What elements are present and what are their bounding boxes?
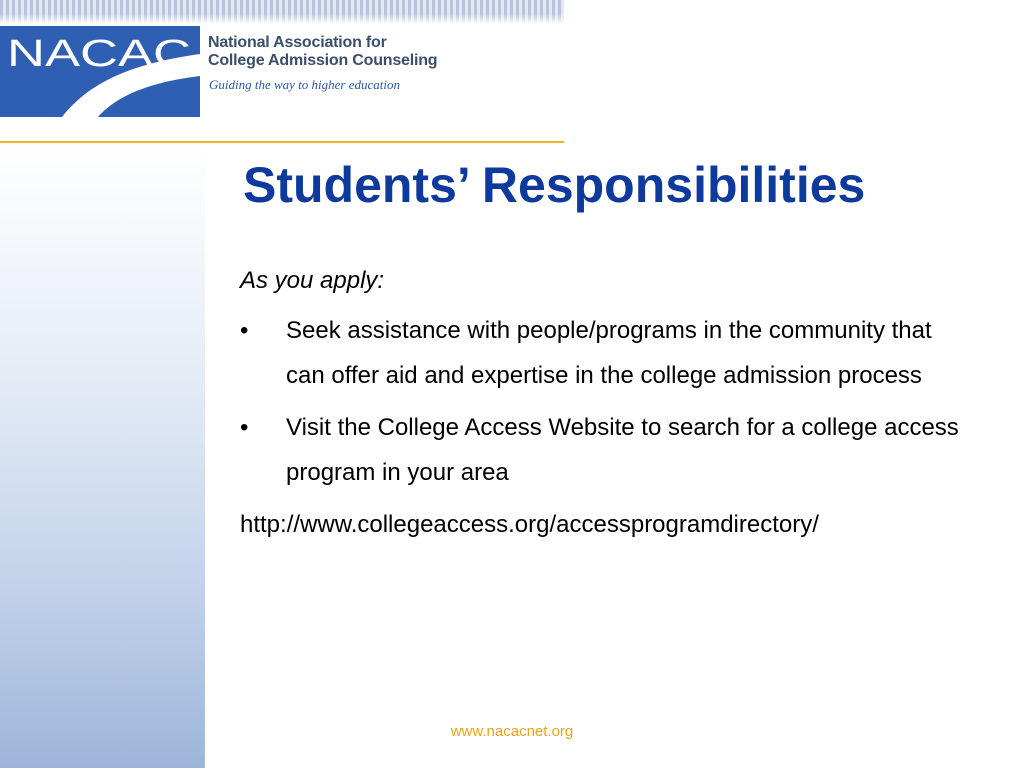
nacac-logo (0, 26, 200, 117)
bullet-text: Seek assistance with people/programs in the community that can offer aid and expertise in the college admission process (286, 317, 932, 389)
header-stripe (0, 0, 564, 24)
org-name-line-2: College Admission Counseling (208, 52, 438, 69)
bullet-marker: • (240, 414, 249, 441)
slide-title: Students’ Responsibilities (243, 157, 866, 213)
organization-name (208, 34, 558, 70)
slide-body (240, 258, 960, 547)
intro-text: As you apply: (240, 267, 385, 294)
left-gradient-band (0, 145, 205, 768)
tagline: Guiding the way to higher education (209, 77, 401, 92)
access-directory-link[interactable]: http://www.collegeaccess.org/accessprogramdirectory/ (240, 511, 819, 538)
footer-website-link[interactable]: www.nacacnet.org (450, 723, 574, 740)
bullet-item (240, 308, 960, 398)
bullet-text: Visit the College Access Website to search for a college access program in your area (286, 414, 959, 486)
bullet-marker: • (240, 317, 249, 344)
slide-header (0, 0, 564, 145)
bullet-item (240, 405, 960, 495)
org-name-line-1: National Association for (208, 34, 387, 51)
header-divider (0, 141, 564, 143)
logo-text: NACAC (7, 33, 191, 75)
